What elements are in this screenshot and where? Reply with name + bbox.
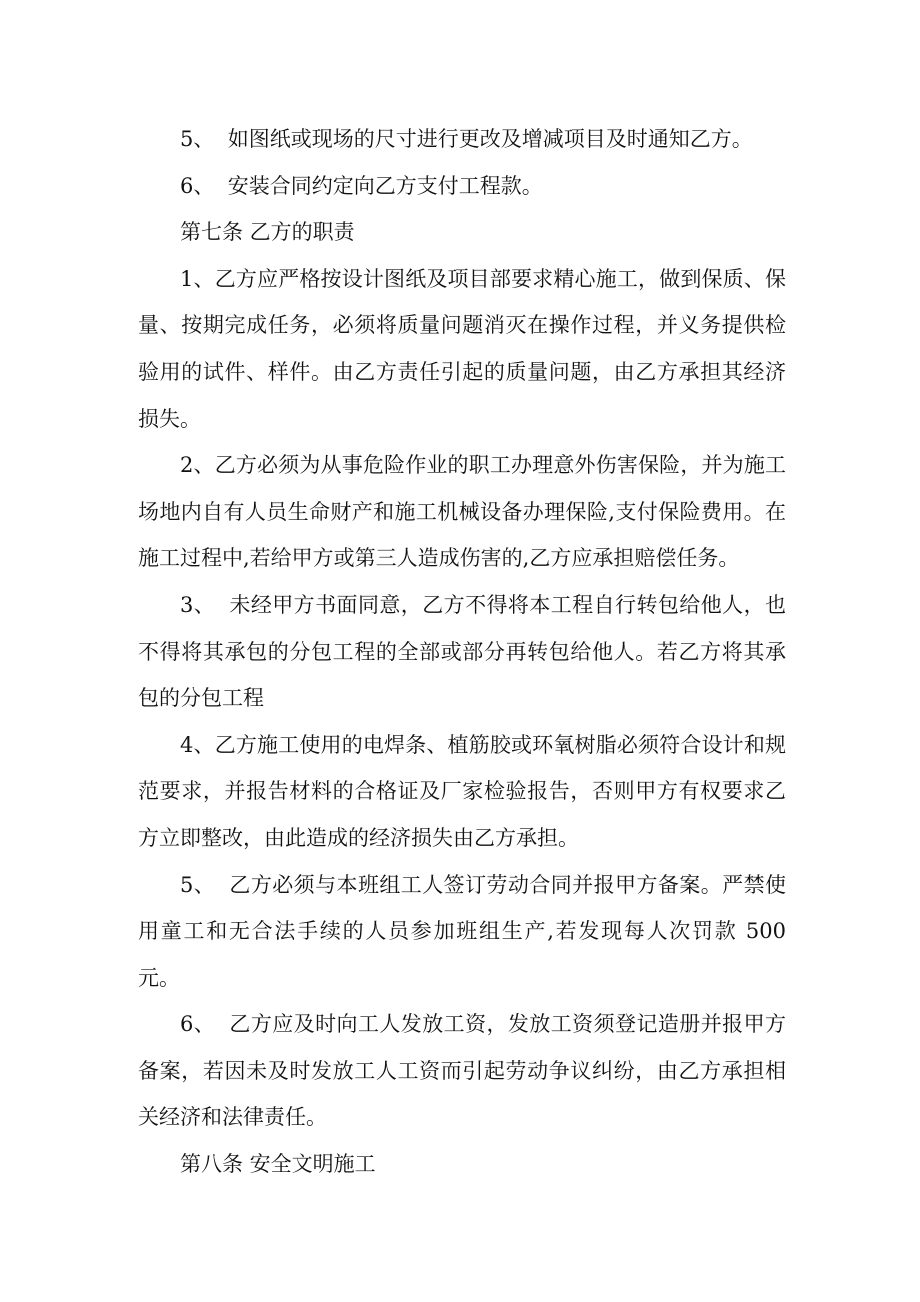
item-number: 3、 [180, 592, 230, 617]
item-number: 1、 [180, 266, 215, 291]
list-item [138, 163, 786, 210]
document-body [138, 116, 786, 1188]
section-heading [138, 1141, 786, 1188]
item-number: 5、 [180, 872, 230, 897]
item-number: 5、 [180, 127, 228, 151]
list-item [138, 582, 786, 722]
section-heading [138, 209, 786, 256]
item-number: 2、 [180, 453, 215, 478]
item-text: 乙方应及时向工人发放工资，发放工资须登记造册并报甲方备案，若因未及时发放工人工资而引起劳动争议纠纷，由乙方承担相关经济和法律责任。 [138, 1012, 786, 1130]
list-item [138, 442, 786, 582]
item-text: 未经甲方书面同意，乙方不得将本工程自行转包给他人，也不得将其承包的分包工程的全部或部分再转包给他人。若乙方将其承包的分包工程 [138, 592, 786, 711]
item-text: 乙方必须与本班组工人签订劳动合同并报甲方备案。严禁使用童工和无合法手续的人员参加班组生产,若发现每人次罚款 500 元。 [138, 872, 786, 990]
heading-text: 第八条 安全文明施工 [180, 1152, 376, 1177]
item-text: 乙方必须为从事危险作业的职工办理意外伤害保险，并为施工场地内自有人员生命财产和施工机械设备办理保险,支付保险费用。在施工过程中,若给甲方或第三人造成伤害的,乙方应承担赔偿任务。 [138, 453, 786, 571]
item-number: 4、 [180, 732, 215, 757]
list-item [138, 116, 786, 163]
item-text: 乙方应严格按设计图纸及项目部要求精心施工，做到保质、保量、按期完成任务，必须将质量问题消灭在操作过程，并义务提供检验用的试件、样件。由乙方责任引起的质量问题，由乙方承担其经济损失。 [138, 266, 786, 431]
item-text: 安装合同约定向乙方支付工程款。 [227, 173, 543, 198]
item-number: 6、 [180, 173, 228, 198]
item-number: 6、 [180, 1012, 230, 1037]
heading-text: 第七条 乙方的职责 [180, 220, 355, 245]
list-item [138, 722, 786, 862]
list-item [138, 1001, 786, 1141]
list-item [138, 862, 786, 1002]
item-text: 乙方施工使用的电焊条、植筋胶或环氧树脂必须符合设计和规范要求，并报告材料的合格证及厂家检验报告，否则甲方有权要求乙方立即整改，由此造成的经济损失由乙方承担。 [138, 732, 786, 850]
item-text: 如图纸或现场的尺寸进行更改及增减项目及时通知乙方。 [227, 127, 753, 151]
list-item [138, 256, 786, 442]
